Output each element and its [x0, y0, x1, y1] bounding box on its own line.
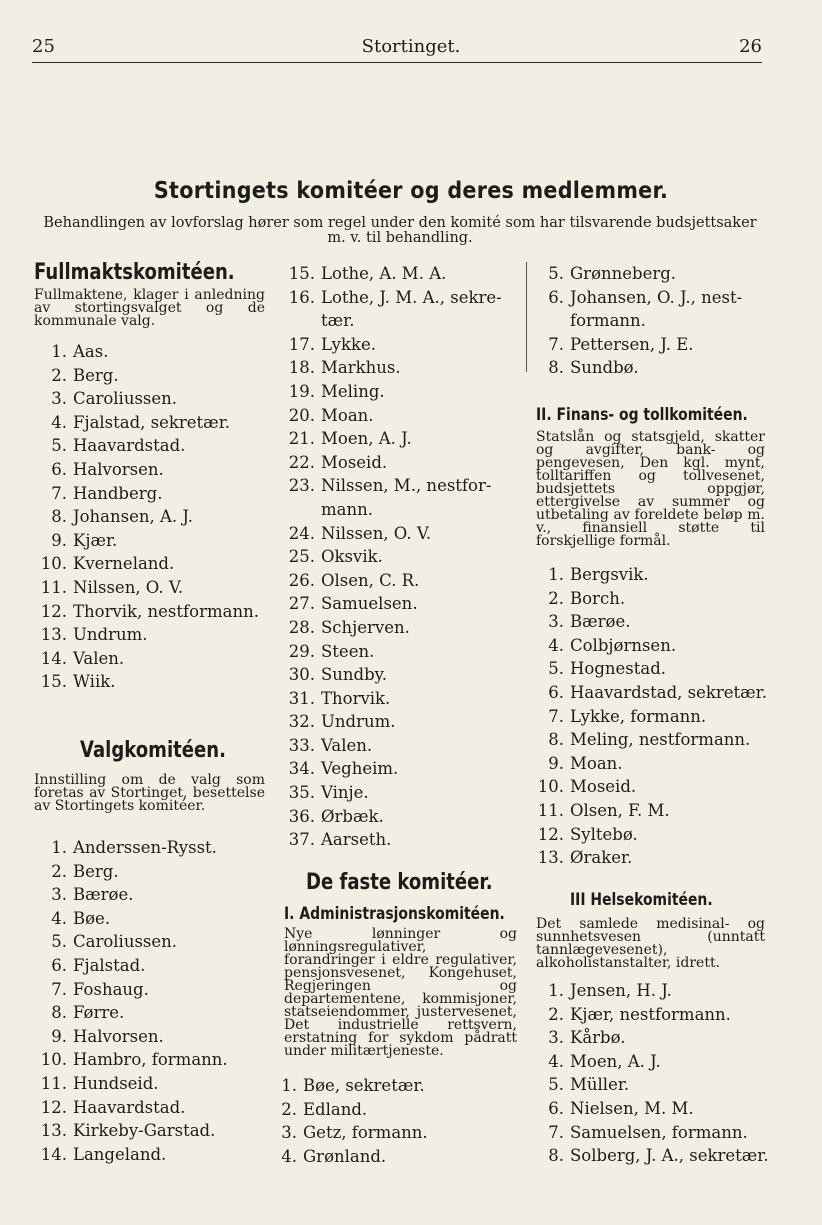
admin-member-list [260, 1074, 510, 1168]
member-number: 24. [288, 523, 315, 543]
member-item [30, 1025, 280, 1049]
member-number: 12. [537, 824, 564, 844]
member-item [30, 1096, 280, 1120]
member-item [30, 860, 280, 884]
member-name: Johansen, O. J., nest- [570, 287, 743, 307]
member-number: 9. [548, 753, 564, 773]
member-number: 17. [288, 334, 315, 354]
member-number: 13. [40, 1121, 67, 1141]
member-item [278, 734, 518, 758]
member-number: 27. [288, 594, 315, 614]
member-name-continued: formann. [570, 311, 646, 331]
member-number: 6. [548, 287, 564, 307]
member-number: 10. [40, 554, 67, 574]
member-name: Lothe, J. M. A., sekre- [321, 287, 502, 307]
member-item [527, 262, 787, 286]
member-name: Markhus. [321, 358, 401, 378]
member-number: 8. [51, 1003, 67, 1023]
member-item [30, 600, 280, 624]
member-number: 1. [548, 565, 564, 584]
member-item [527, 1050, 787, 1074]
member-item [278, 286, 518, 333]
member-number: 7. [51, 979, 67, 999]
member-name: Lykke, formann. [570, 706, 707, 726]
member-item [527, 1073, 787, 1097]
member-item [527, 775, 787, 799]
member-item [30, 576, 280, 600]
member-name: Førre. [73, 1003, 125, 1023]
member-name: Halvorsen. [73, 459, 164, 479]
member-item [278, 522, 518, 546]
member-item [30, 670, 280, 694]
member-item [278, 687, 518, 711]
member-number: 1. [51, 342, 67, 361]
helse-description: Det samlede medisinal- og sunnhetsvesen (unntatt tannlægevesenet), alkoholistanstalter, idrett. [536, 916, 765, 971]
member-name: Valen. [321, 735, 373, 755]
member-name: Hognestad. [570, 659, 667, 679]
member-number: 26. [288, 570, 315, 590]
member-name: Nilssen, O. V. [73, 577, 184, 597]
member-name: Berg. [73, 365, 119, 385]
member-number: 5. [548, 659, 564, 679]
member-name: Bergsvik. [570, 565, 649, 584]
member-item [30, 647, 280, 671]
member-name: Moen, A. J. [321, 429, 412, 449]
member-name: Fjalstad. [73, 955, 146, 975]
member-item [527, 705, 787, 729]
member-item [527, 286, 787, 333]
member-number: 32. [288, 712, 315, 732]
member-number: 6. [548, 682, 564, 702]
member-item [527, 1121, 787, 1145]
member-item [278, 569, 518, 593]
member-number: 7. [548, 1122, 564, 1142]
member-number: 29. [288, 641, 315, 661]
member-number: 37. [288, 830, 315, 850]
member-number: 13. [537, 848, 564, 868]
member-number: 16. [288, 287, 315, 307]
member-number: 1. [281, 1076, 297, 1095]
member-name: Lykke. [321, 334, 376, 354]
fullmakt-description: Fullmaktene, klager i anledning av stortingsvalget og de kommunale valg. [34, 287, 265, 329]
finans-description: Statslån og statsgjeld, skatter og avgifter, bank- og pengevesen, Den kgl. mynt, tolltariffen og tollvesenet, budsjettets oppgjør, ettergivelse av summer og utbetaling av foreldete beløp m. v., finansiell støtte til forskjellige formål. [536, 429, 765, 549]
member-name: Fjalstad, sekretær. [73, 412, 231, 432]
member-name: Nilssen, O. V. [321, 523, 432, 543]
member-name: Handberg. [73, 483, 163, 503]
member-name: Bærøe. [570, 612, 631, 632]
member-item [278, 545, 518, 569]
member-number: 9. [51, 1026, 67, 1046]
member-item [278, 262, 518, 286]
member-name: Langeland. [73, 1144, 167, 1164]
member-number: 33. [288, 735, 315, 755]
member-item [30, 364, 280, 388]
member-name: Moen, A. J. [570, 1051, 661, 1071]
member-name: Haavardstad. [73, 436, 186, 456]
member-number: 2. [51, 365, 67, 385]
member-item [30, 458, 280, 482]
finans-member-list [527, 563, 787, 870]
page-number-left: 25 [32, 36, 55, 57]
member-name: Schjerven. [321, 617, 410, 637]
member-name: Kårbø. [570, 1028, 626, 1048]
member-item [527, 823, 787, 847]
member-number: 4. [281, 1146, 297, 1166]
helse-member-list [527, 979, 787, 1168]
member-name: Hambro, formann. [73, 1050, 228, 1070]
member-item [527, 634, 787, 658]
member-item [30, 1048, 280, 1072]
member-item [30, 883, 280, 907]
member-number: 11. [537, 800, 564, 820]
member-item [30, 954, 280, 978]
admin-heading: I. Administrasjonskomitéen. [284, 904, 505, 924]
member-name: Bærøe. [73, 885, 134, 905]
member-name: Kjær. [73, 530, 118, 550]
member-item [30, 907, 280, 931]
member-number: 34. [288, 759, 315, 779]
member-name: Moan. [321, 405, 374, 425]
member-name: Samuelsen, formann. [570, 1122, 748, 1142]
member-item [278, 710, 518, 734]
member-name: Undrum. [73, 625, 148, 645]
member-name: Sundby. [321, 665, 388, 685]
member-item [260, 1098, 510, 1122]
member-name: Nilssen, M., nestfor- [321, 476, 492, 496]
member-name: Meling. [321, 381, 385, 401]
member-item [527, 846, 787, 870]
member-number: 15. [40, 672, 67, 692]
member-name: Bøe, sekretær. [303, 1076, 425, 1095]
member-item [527, 657, 787, 681]
member-number: 30. [288, 665, 315, 685]
member-name: Haavardstad, sekretær. [570, 682, 768, 702]
member-name: Kjær, nestformann. [570, 1004, 731, 1024]
member-item [278, 356, 518, 380]
member-item [278, 781, 518, 805]
member-number: 19. [288, 381, 315, 401]
helse-heading: III Helsekomitéen. [570, 890, 713, 910]
member-item [30, 387, 280, 411]
member-name: Pettersen, J. E. [570, 334, 694, 354]
member-item [30, 340, 280, 364]
member-number: 4. [548, 1051, 564, 1071]
member-number: 10. [40, 1050, 67, 1070]
member-number: 18. [288, 358, 315, 378]
member-name: Øraker. [570, 848, 633, 868]
member-number: 4. [51, 412, 67, 432]
member-name: Kverneland. [73, 554, 175, 574]
member-item [278, 640, 518, 664]
member-item [30, 505, 280, 529]
member-name: Olsen, C. R. [321, 570, 420, 590]
member-name: Solberg, J. A., sekretær. [570, 1146, 769, 1166]
member-name: Grønneberg. [570, 264, 677, 283]
member-number: 6. [51, 459, 67, 479]
member-name: Vinje. [321, 783, 369, 803]
member-item [260, 1145, 510, 1169]
member-item [260, 1074, 510, 1098]
member-name: Halvorsen. [73, 1026, 164, 1046]
member-item [278, 757, 518, 781]
finans-heading: II. Finans- og tollkomitéen. [536, 405, 748, 425]
member-item [527, 1097, 787, 1121]
member-number: 14. [40, 648, 67, 668]
member-name: Berg. [73, 861, 119, 881]
member-name: Anderssen-Rysst. [73, 838, 217, 857]
member-number: 31. [288, 688, 315, 708]
member-name: Aarseth. [321, 830, 392, 850]
member-number: 12. [40, 1097, 67, 1117]
member-name: Olsen, F. M. [570, 800, 670, 820]
member-item [527, 1026, 787, 1050]
member-number: 23. [288, 476, 315, 496]
member-number: 2. [548, 588, 564, 608]
member-item [278, 404, 518, 428]
member-name: Borch. [570, 588, 626, 608]
member-name: Caroliussen. [73, 389, 178, 409]
member-item [30, 482, 280, 506]
member-item [527, 1144, 787, 1168]
member-name: Getz, formann. [303, 1123, 428, 1143]
member-name: Nielsen, M. M. [570, 1098, 694, 1118]
member-number: 4. [51, 908, 67, 928]
member-number: 3. [548, 1028, 564, 1048]
member-item [30, 1143, 280, 1167]
member-item [278, 616, 518, 640]
member-item [527, 1003, 787, 1027]
member-number: 20. [288, 405, 315, 425]
member-number: 8. [548, 358, 564, 378]
admin-description: Nye lønninger og lønningsregulativer, forandringer i eldre regulativer, pensjonsvesenet, Kongehuset, Regjeringen og departementene, kommisjoner, statseiendommer, justervesenet, Det industrielle rettsvern, erstatning for sykdom pådratt under militærtjeneste. [284, 926, 517, 1059]
member-name-continued: tær. [321, 311, 355, 331]
valg-description: Innstilling om de valg som foretas av Stortinget, besettelse av Stortingets komitéer. [34, 772, 265, 814]
member-number: 11. [40, 1073, 67, 1093]
member-item [278, 828, 518, 852]
member-item [30, 1072, 280, 1096]
fullmakt-heading: Fullmaktskomitéen. [34, 260, 235, 285]
member-name: Lothe, A. M. A. [321, 264, 447, 283]
member-item [30, 434, 280, 458]
member-number: 15. [288, 264, 315, 283]
intro-text: Behandlingen av lovforslag hører som regel under den komité som har tilsvarende budsjettsaker m. v. til behandling. [43, 215, 757, 246]
member-number: 7. [548, 334, 564, 354]
member-name: Valen. [73, 648, 125, 668]
member-name: Moan. [570, 753, 623, 773]
member-name: Syltebø. [570, 824, 638, 844]
member-number: 5. [548, 264, 564, 283]
member-item [278, 805, 518, 829]
member-item [527, 610, 787, 634]
member-item [260, 1121, 510, 1145]
member-item [30, 1119, 280, 1143]
member-number: 5. [51, 436, 67, 456]
member-item [278, 474, 518, 521]
member-number: 4. [548, 635, 564, 655]
member-name: Kirkeby-Garstad. [73, 1121, 216, 1141]
member-number: 3. [548, 612, 564, 632]
member-name: Bøe. [73, 908, 111, 928]
member-name: Moseid. [321, 452, 388, 472]
member-number: 5. [51, 932, 67, 952]
member-number: 2. [548, 1004, 564, 1024]
member-item [527, 333, 787, 357]
member-name-continued: mann. [321, 499, 373, 519]
member-number: 10. [537, 777, 564, 797]
member-item [30, 836, 280, 860]
member-name: Caroliussen. [73, 932, 178, 952]
member-number: 8. [548, 730, 564, 750]
member-name: Wiik. [73, 672, 116, 692]
member-number: 11. [40, 577, 67, 597]
member-number: 3. [51, 885, 67, 905]
member-name: Samuelsen. [321, 594, 418, 614]
member-item [30, 930, 280, 954]
member-name: Sundbø. [570, 358, 639, 378]
valg-member-list-continued [278, 262, 518, 852]
member-name: Moseid. [570, 777, 637, 797]
member-number: 36. [288, 806, 315, 826]
faste-komiteer-heading: De faste komitéer. [306, 870, 493, 895]
member-name: Hundseid. [73, 1073, 159, 1093]
member-item [30, 529, 280, 553]
member-number: 3. [281, 1123, 297, 1143]
member-number: 8. [548, 1146, 564, 1166]
member-name: Thorvik, nestformann. [73, 601, 259, 621]
member-number: 9. [51, 530, 67, 550]
member-number: 13. [40, 625, 67, 645]
member-number: 2. [281, 1099, 297, 1119]
member-item [30, 623, 280, 647]
member-name: Thorvik. [321, 688, 391, 708]
header-rule [32, 62, 762, 63]
member-item [527, 752, 787, 776]
member-number: 5. [548, 1075, 564, 1095]
member-number: 6. [51, 955, 67, 975]
member-number: 28. [288, 617, 315, 637]
member-number: 2. [51, 861, 67, 881]
member-name: Vegheim. [321, 759, 399, 779]
member-name: Colbjørnsen. [570, 635, 677, 655]
valg-member-list [30, 836, 280, 1166]
member-item [278, 451, 518, 475]
member-name: Müller. [570, 1075, 630, 1095]
member-name: Edland. [303, 1099, 368, 1119]
member-item [278, 333, 518, 357]
admin-member-list-continued [527, 262, 787, 380]
member-number: 21. [288, 429, 315, 449]
member-item [278, 427, 518, 451]
member-name: Steen. [321, 641, 375, 661]
valg-heading: Valgkomitéen. [80, 738, 226, 763]
member-number: 35. [288, 783, 315, 803]
member-name: Foshaug. [73, 979, 149, 999]
member-name: Johansen, A. J. [73, 507, 193, 527]
member-item [527, 587, 787, 611]
member-name: Haavardstad. [73, 1097, 186, 1117]
member-item [527, 563, 787, 587]
page-number-right: 26 [739, 36, 762, 57]
member-item [527, 728, 787, 752]
member-name: Grønland. [303, 1146, 387, 1166]
member-number: 6. [548, 1098, 564, 1118]
member-name: Jensen, H. J. [570, 981, 672, 1000]
member-number: 3. [51, 389, 67, 409]
page-title: Stortingets komitéer og deres medlemmer. [153, 178, 669, 204]
member-item [527, 979, 787, 1003]
member-number: 1. [51, 838, 67, 857]
member-item [527, 799, 787, 823]
member-name: Ørbæk. [321, 806, 384, 826]
member-item [30, 411, 280, 435]
member-item [278, 592, 518, 616]
member-item [527, 356, 787, 380]
member-item [278, 380, 518, 404]
member-number: 14. [40, 1144, 67, 1164]
member-name: Aas. [73, 342, 109, 361]
member-number: 25. [288, 547, 315, 567]
member-number: 22. [288, 452, 315, 472]
member-item [278, 663, 518, 687]
member-name: Meling, nestformann. [570, 730, 751, 750]
member-name: Undrum. [321, 712, 396, 732]
member-item [30, 552, 280, 576]
member-number: 12. [40, 601, 67, 621]
member-number: 8. [51, 507, 67, 527]
member-item [30, 978, 280, 1002]
member-number: 1. [548, 981, 564, 1000]
member-name: Oksvik. [321, 547, 383, 567]
fullmakt-member-list [30, 340, 280, 694]
member-item [527, 681, 787, 705]
member-item [30, 1001, 280, 1025]
member-number: 7. [548, 706, 564, 726]
member-number: 7. [51, 483, 67, 503]
running-title: Stortinget. [361, 36, 461, 57]
